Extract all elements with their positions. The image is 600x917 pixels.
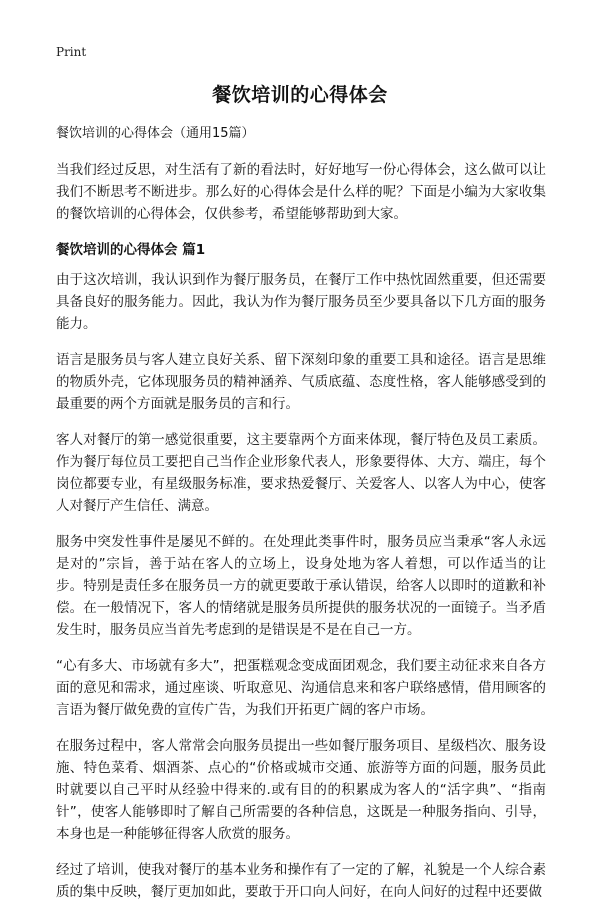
body-paragraph: 经过了培训，使我对餐厅的基本业务和操作有了一定的了解，礼貌是一个人综合素质的集中反映，餐厅更加如此，要敢于开口向人问好，在向人问好的过程中还要做 xyxy=(56,862,546,900)
document-subtitle: 餐饮培训的心得体会（通用15篇） xyxy=(56,126,255,141)
print-link[interactable]: Print xyxy=(56,45,87,59)
body-paragraph: 服务中突发性事件是屡见不鲜的。在处理此类事件时，服务员应当秉承“客人永远是对的”宗旨，善于站在客人的立场上，设身处地为客人着想，可以作适当的让步。特别是责任多在服务员一方的就更要敢于承认错误，给客人以即时的道歉和补偿。在一般情况下，客人的情绪就是服务员所提供的服务状况的一面镜子。当矛盾发生时，服务员应当首先考虑到的是错误是不是在自己一方。 xyxy=(56,534,546,638)
section-heading: 餐饮培训的心得体会 篇1 xyxy=(56,242,206,258)
page-title: 餐饮培训的心得体会 xyxy=(212,84,388,106)
body-paragraph: 客人对餐厅的第一感觉很重要，这主要靠两个方面来体现，餐厅特色及员工素质。作为餐厅每位员工要把自己当作企业形象代表人，形象要得体、大方、端庄，每个岗位都要专业，有星级服务标准，要求热爱餐厅、关爱客人、以客人为中心，使客人对餐厅产生信任、满意。 xyxy=(56,432,546,514)
body-paragraph: “心有多大、市场就有多大”，把蛋糕观念变成面团观念，我们要主动征求来自各方面的意见和需求，通过座谈、听取意见、沟通信息来和客户联络感情，借用顾客的言语为餐厅做免费的宣传广告，为我们开拓更广阔的客户市场。 xyxy=(56,658,546,718)
body-paragraph: 由于这次培训，我认识到作为餐厅服务员，在餐厅工作中热忱固然重要，但还需要具备良好的服务能力。因此，我认为作为餐厅服务员至少要具备以下几方面的服务能力。 xyxy=(56,272,546,332)
document-body xyxy=(56,123,546,917)
intro-paragraph: 当我们经过反思，对生活有了新的看法时，好好地写一份心得体会，这么做可以让我们不断思考不断进步。那么好的心得体会是什么样的呢？下面是小编为大家收集的餐饮培训的心得体会，仅供参考，希望能够帮助到大家。 xyxy=(56,162,546,222)
body-paragraph: 语言是服务员与客人建立良好关系、留下深刻印象的重要工具和途径。语言是思维的物质外壳，它体现服务员的精神涵养、气质底蕴、态度性格，客人能够感受到的最重要的两个方面就是服务员的言和行。 xyxy=(56,352,546,412)
body-paragraph: 在服务过程中，客人常常会向服务员提出一些如餐厅服务项目、星级档次、服务设施、特色菜肴、烟酒茶、点心的“价格或城市交通、旅游等方面的问题，服务员此时就要以自己平时从经验中得来的.或有目的的积累成为客人的“活字典”、“指南针”，使客人能够即时了解自己所需要的各种信息，这既是一种服务指向、引导，本身也是一种能够征得客人欣赏的服务。 xyxy=(56,738,546,842)
